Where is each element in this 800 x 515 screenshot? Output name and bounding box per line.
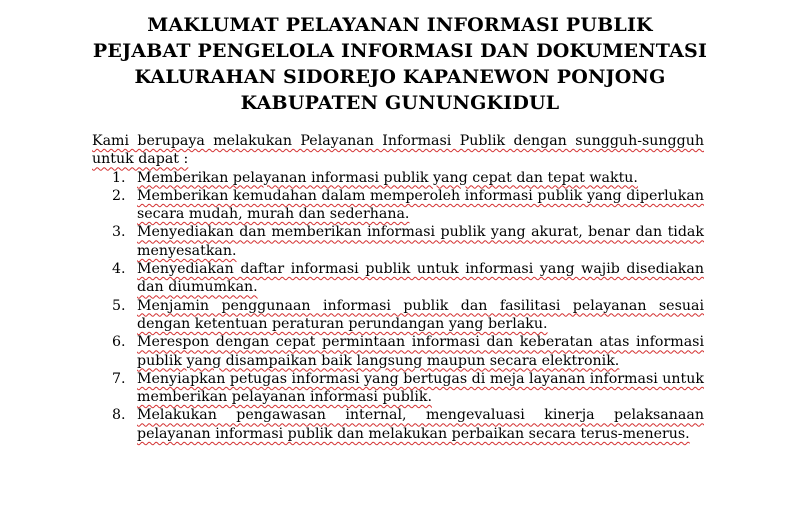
list-text: Melakukan pengawasan internal, mengevaluasi kinerja pelaksanaan pelayanan informasi publik dan melakukan perbaikan secara terus-menerus.	[137, 407, 704, 442]
list-text: Menjamin penggunaan informasi publik dan fasilitasi pelayanan sesuai dengan ketentuan peraturan perundangan yang berlaku.	[137, 297, 704, 332]
title-line-4: KABUPATEN GUNUNGKIDUL	[240, 92, 560, 114]
list-number: 2.	[112, 187, 126, 204]
list-item	[92, 169, 704, 187]
list-item	[92, 187, 704, 224]
list-number: 5.	[112, 297, 126, 314]
title-line-1: MAKLUMAT PELAYANAN INFORMASI PUBLIK	[147, 14, 653, 36]
document-title	[0, 12, 800, 116]
list-number: 4.	[112, 261, 126, 278]
title-line-2: PEJABAT PENGELOLA INFORMASI DAN DOKUMENTASI	[92, 40, 708, 62]
document-body	[92, 132, 704, 443]
list-text: Menyiapkan petugas informasi yang bertugas di meja layanan informasi untuk memberikan pelayanan informasi publik.	[137, 370, 704, 406]
list-number: 6.	[112, 334, 126, 351]
list-number: 8.	[112, 407, 126, 424]
list-item	[92, 260, 704, 297]
list-number: 3.	[112, 224, 126, 241]
title-line-3: KALURAHAN SIDOREJO KAPANEWON PONJONG	[134, 66, 666, 88]
list-number: 7.	[112, 370, 126, 387]
list-item	[92, 406, 704, 443]
list-item	[92, 297, 704, 334]
list-item	[92, 370, 704, 407]
list-text: Menyediakan dan memberikan informasi publik yang akurat, benar dan tidak menyesatkan.	[137, 224, 704, 259]
list-text: Memberikan pelayanan informasi publik yang cepat dan tepat waktu.	[137, 169, 638, 186]
list-text: Memberikan kemudahan dalam memperoleh informasi publik yang diperlukan secara mudah, murah dan sederhana.	[137, 187, 704, 223]
list-text: Menyediakan daftar informasi publik untuk informasi yang wajib disediakan dan diumumkan.	[137, 261, 704, 296]
list-text: Merespon dengan cepat permintaan informasi dan keberatan atas informasi publik yang disampaikan baik langsung maupun secara elektronik.	[137, 334, 704, 369]
list-number: 1.	[112, 169, 126, 186]
list-item	[92, 333, 704, 370]
intro-paragraph: Kami berupaya melakukan Pelayanan Informasi Publik dengan sungguh-sungguh untuk dapat :	[92, 133, 704, 168]
list-item	[92, 223, 704, 260]
commitment-list	[92, 169, 704, 443]
